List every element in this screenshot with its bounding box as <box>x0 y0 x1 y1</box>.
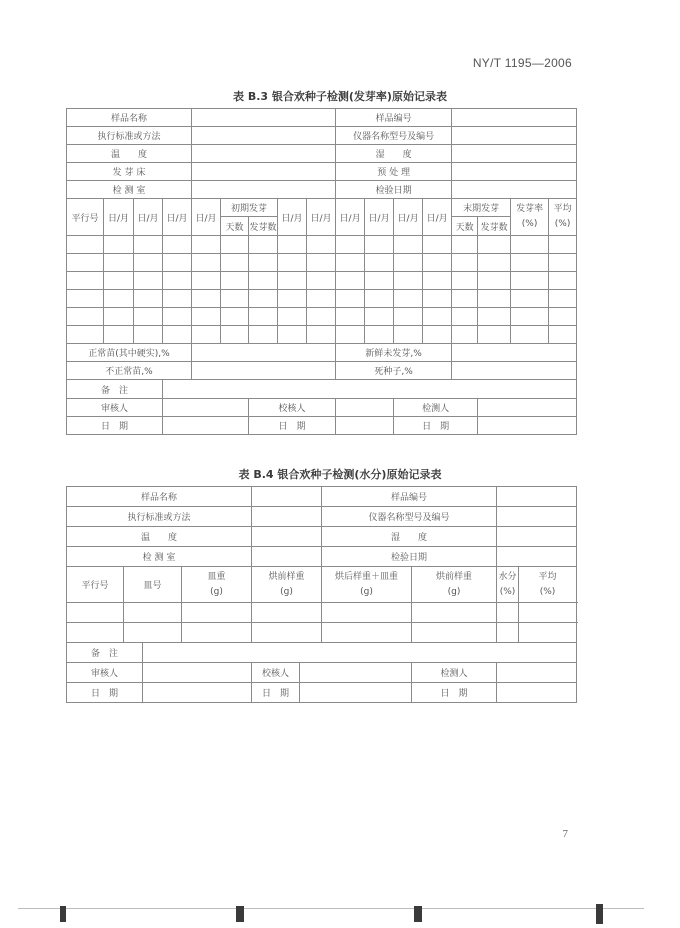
table-b3 <box>66 108 577 435</box>
footer-date-value[interactable] <box>478 417 577 435</box>
info-row <box>67 127 577 145</box>
footer-date-value[interactable] <box>143 683 252 703</box>
col-initial-sprouts: 发芽数 <box>249 217 278 236</box>
germination-bed-value[interactable] <box>192 163 336 181</box>
table-b4 <box>66 486 577 703</box>
instrument-value[interactable] <box>452 127 577 145</box>
standard-method-label: 执行标准或方法 <box>67 127 192 145</box>
fresh-ungerminated-value[interactable] <box>452 344 577 362</box>
lab-value[interactable] <box>252 547 322 567</box>
col-average-label: 平均 <box>553 204 572 214</box>
pretreatment-label: 预 处 理 <box>336 163 452 181</box>
remarks-label: 备 注 <box>67 643 143 663</box>
info-row <box>67 487 577 507</box>
temperature-value[interactable] <box>192 145 336 163</box>
footer-date-label: 日 期 <box>412 683 497 703</box>
col-date: 日/月 <box>104 199 134 236</box>
scan-registration-mark <box>414 906 422 922</box>
footer-date-value[interactable] <box>336 417 394 435</box>
col-date: 日/月 <box>163 199 192 236</box>
data-row[interactable] <box>67 326 577 344</box>
info-row <box>67 163 577 181</box>
info-row <box>67 181 577 199</box>
temperature-value[interactable] <box>252 527 322 547</box>
humidity-label: 湿 度 <box>322 527 497 547</box>
data-row[interactable] <box>67 236 577 254</box>
pretreatment-value[interactable] <box>452 163 577 181</box>
sample-no-label: 样品编号 <box>322 487 497 507</box>
col-average-unit: (%) <box>554 219 571 229</box>
tester-label: 检测人 <box>394 399 478 417</box>
col-moisture-label: 水分 <box>498 571 517 582</box>
checker-value[interactable] <box>300 663 412 683</box>
humidity-label: 湿 度 <box>336 145 452 163</box>
test-date-label: 检验日期 <box>336 181 452 199</box>
signature-row <box>67 399 577 417</box>
instrument-value[interactable] <box>497 507 577 527</box>
date-row <box>67 417 577 435</box>
col-after-weight <box>322 567 412 603</box>
data-row[interactable] <box>67 290 577 308</box>
remarks-value[interactable] <box>163 380 577 399</box>
sample-name-label: 样品名称 <box>67 487 252 507</box>
remarks-label: 备 注 <box>67 380 163 399</box>
standard-method-value[interactable] <box>252 507 322 527</box>
tester-value[interactable] <box>497 663 577 683</box>
col-parallel-no: 平行号 <box>67 567 124 603</box>
lab-label: 检 测 室 <box>67 547 252 567</box>
page-number: 7 <box>562 828 568 840</box>
col-after-weight-label: 烘后样重＋皿重 <box>335 571 399 582</box>
summary-row <box>67 344 577 362</box>
col-moisture <box>497 567 519 603</box>
scan-registration-mark <box>236 906 244 922</box>
fresh-ungerminated-label: 新鲜未发芽,% <box>336 344 452 362</box>
abnormal-seedlings-value[interactable] <box>192 362 336 380</box>
col-rate-label: 发芽率 <box>516 204 544 214</box>
instrument-label: 仪器名称型号及编号 <box>336 127 452 145</box>
test-date-value[interactable] <box>497 547 577 567</box>
summary-row <box>67 362 577 380</box>
col-before-weight <box>252 567 322 603</box>
col-final-sprouts: 发芽数 <box>478 217 511 236</box>
germination-bed-label: 发 芽 床 <box>67 163 192 181</box>
footer-date-label: 日 期 <box>394 417 478 435</box>
col-date: 日/月 <box>134 199 163 236</box>
sample-no-label: 样品编号 <box>336 109 452 127</box>
info-row <box>67 547 577 567</box>
info-row <box>67 507 577 527</box>
data-row[interactable] <box>67 254 577 272</box>
col-date: 日/月 <box>278 199 307 236</box>
scan-registration-mark <box>60 906 66 922</box>
sample-no-value[interactable] <box>452 109 577 127</box>
col-dish-weight <box>182 567 252 603</box>
col-final-germination: 末期发芽 <box>452 199 511 217</box>
standard-method-value[interactable] <box>192 127 336 145</box>
col-initial-days: 天数 <box>221 217 249 236</box>
col-parallel-no: 平行号 <box>67 199 104 236</box>
col-date: 日/月 <box>365 199 394 236</box>
footer-date-label: 日 期 <box>252 683 300 703</box>
col-unit-pct: (%) <box>539 586 556 597</box>
temperature-label: 温 度 <box>67 527 252 547</box>
col-unit-g: (g) <box>447 586 461 597</box>
reviewer-label: 审核人 <box>67 399 163 417</box>
lab-value[interactable] <box>192 181 336 199</box>
checker-label: 校核人 <box>249 399 336 417</box>
col-sample-weight-label: 烘前样重 <box>436 571 473 582</box>
column-header-row <box>67 199 577 217</box>
test-date-label: 检验日期 <box>322 547 497 567</box>
col-unit-g: (g) <box>210 586 223 597</box>
scan-edge-line <box>18 908 644 909</box>
footer-date-value[interactable] <box>497 683 577 703</box>
info-row <box>67 109 577 127</box>
col-sample-weight <box>412 567 497 603</box>
remarks-value[interactable] <box>143 643 577 663</box>
test-date-value[interactable] <box>452 181 577 199</box>
temperature-label: 温 度 <box>67 145 192 163</box>
tester-value[interactable] <box>478 399 577 417</box>
remarks-row <box>67 380 577 399</box>
normal-seedlings-value[interactable] <box>192 344 336 362</box>
dead-seeds-value[interactable] <box>452 362 577 380</box>
data-row[interactable] <box>67 272 577 290</box>
col-date: 日/月 <box>192 199 221 236</box>
col-unit-g: (g) <box>360 586 373 597</box>
info-row <box>67 527 577 547</box>
col-date: 日/月 <box>307 199 336 236</box>
reviewer-value[interactable] <box>143 663 252 683</box>
col-unit-g: (g) <box>280 586 293 597</box>
instrument-label: 仪器名称型号及编号 <box>322 507 497 527</box>
footer-date-value[interactable] <box>300 683 412 703</box>
col-average <box>549 199 577 236</box>
checker-label: 校核人 <box>252 663 300 683</box>
tester-label: 检测人 <box>412 663 497 683</box>
col-date: 日/月 <box>336 199 365 236</box>
table-b4-title: 表 B.4 银合欢种子检测(水分)原始记录表 <box>238 468 442 481</box>
col-germination-rate <box>511 199 549 236</box>
sample-name-value[interactable] <box>252 487 322 507</box>
info-row <box>67 145 577 163</box>
humidity-value[interactable] <box>497 527 577 547</box>
standard-code: NY/T 1195—2006 <box>472 56 572 70</box>
reviewer-value[interactable] <box>163 399 249 417</box>
col-before-weight-label: 烘前样重 <box>268 571 305 582</box>
col-initial-germination: 初期发芽 <box>221 199 278 217</box>
table-b3-title: 表 B.3 银合欢种子检测(发芽率)原始记录表 <box>233 90 447 103</box>
sample-name-label: 样品名称 <box>67 109 192 127</box>
data-row[interactable] <box>67 623 577 643</box>
remarks-row <box>67 643 577 663</box>
column-header-row <box>67 567 577 603</box>
data-row[interactable] <box>67 308 577 326</box>
sample-name-value[interactable] <box>192 109 336 127</box>
footer-date-label: 日 期 <box>67 417 163 435</box>
col-dish-weight-label: 皿重 <box>207 571 226 582</box>
col-date: 日/月 <box>394 199 423 236</box>
col-final-days: 天数 <box>452 217 478 236</box>
col-dish-no: 皿号 <box>124 567 182 603</box>
date-row <box>67 683 577 703</box>
standard-method-label: 执行标准或方法 <box>67 507 252 527</box>
footer-date-label: 日 期 <box>249 417 336 435</box>
checker-value[interactable] <box>336 399 394 417</box>
sample-no-value[interactable] <box>497 487 577 507</box>
col-unit-pct: (%) <box>499 586 516 597</box>
humidity-value[interactable] <box>452 145 577 163</box>
col-average <box>519 567 577 603</box>
col-rate-unit: (%) <box>521 219 538 229</box>
footer-date-value[interactable] <box>163 417 249 435</box>
lab-label: 检 测 室 <box>67 181 192 199</box>
data-row[interactable] <box>67 603 577 623</box>
col-average-label: 平均 <box>538 571 557 582</box>
scan-registration-mark <box>596 904 603 924</box>
footer-date-label: 日 期 <box>67 683 143 703</box>
abnormal-seedlings-label: 不正常苗,% <box>67 362 192 380</box>
col-date: 日/月 <box>423 199 452 236</box>
signature-row <box>67 663 577 683</box>
reviewer-label: 审核人 <box>67 663 143 683</box>
dead-seeds-label: 死种子,% <box>336 362 452 380</box>
normal-seedlings-label: 正常苗(其中硬实),% <box>67 344 192 362</box>
